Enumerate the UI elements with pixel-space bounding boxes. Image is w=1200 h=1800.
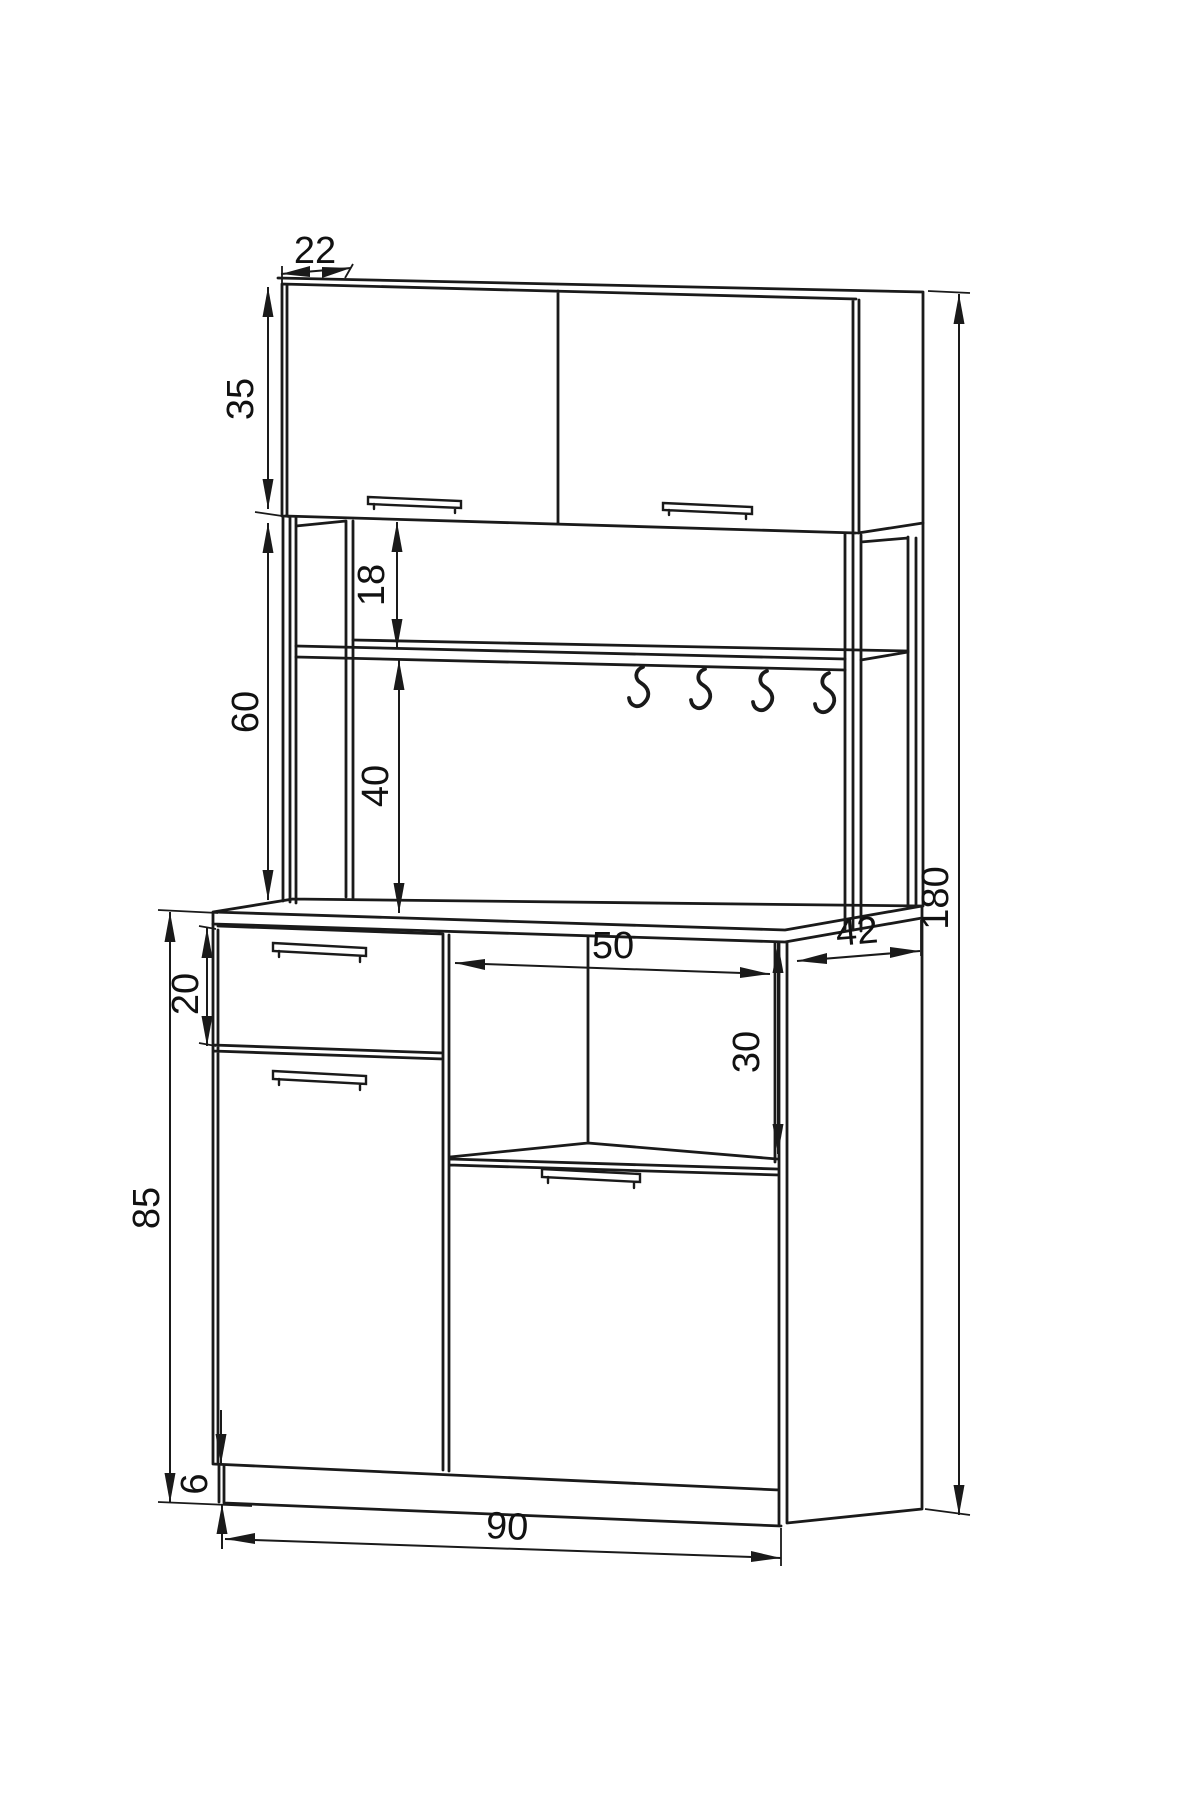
- dim-label-top-depth: 22: [293, 230, 337, 273]
- dim-label-shelf-clearance: 18: [351, 563, 394, 607]
- dim-label-niche-height: 30: [726, 1030, 769, 1074]
- dim-label-cabinet-width: 90: [484, 1504, 530, 1550]
- s-hook-icon: [691, 669, 710, 708]
- dim-label-lower-clearance: 40: [355, 764, 398, 808]
- upper-door-handle-left: [368, 497, 461, 513]
- dim-label-drawer-height: 20: [165, 972, 208, 1016]
- dim-label-plinth-height: 6: [174, 1473, 217, 1495]
- dim-label-niche-width: 50: [591, 925, 635, 968]
- upper-door-handle-right: [663, 503, 752, 519]
- dim-label-total-height: 180: [915, 866, 958, 930]
- s-hook-icon: [629, 667, 648, 706]
- s-hook-icon: [815, 673, 834, 712]
- dim-label-counter-depth: 42: [833, 909, 880, 955]
- left-door-handle: [273, 1071, 366, 1090]
- countertop: [213, 899, 922, 942]
- dim-label-hutch-opening-height: 60: [225, 690, 268, 734]
- dim-label-upper-cabinet-height: 35: [220, 377, 263, 421]
- dim-label-base-height: 85: [126, 1186, 169, 1230]
- s-hook-icon: [753, 671, 772, 710]
- hutch-shelf: [296, 640, 908, 670]
- middle-door-handle: [542, 1169, 640, 1188]
- s-hooks: [629, 667, 834, 712]
- upper-cabinet: [278, 278, 923, 533]
- drawer-handle: [273, 943, 366, 962]
- base-cabinet: [213, 918, 922, 1526]
- dimension-labels: [126, 230, 957, 1549]
